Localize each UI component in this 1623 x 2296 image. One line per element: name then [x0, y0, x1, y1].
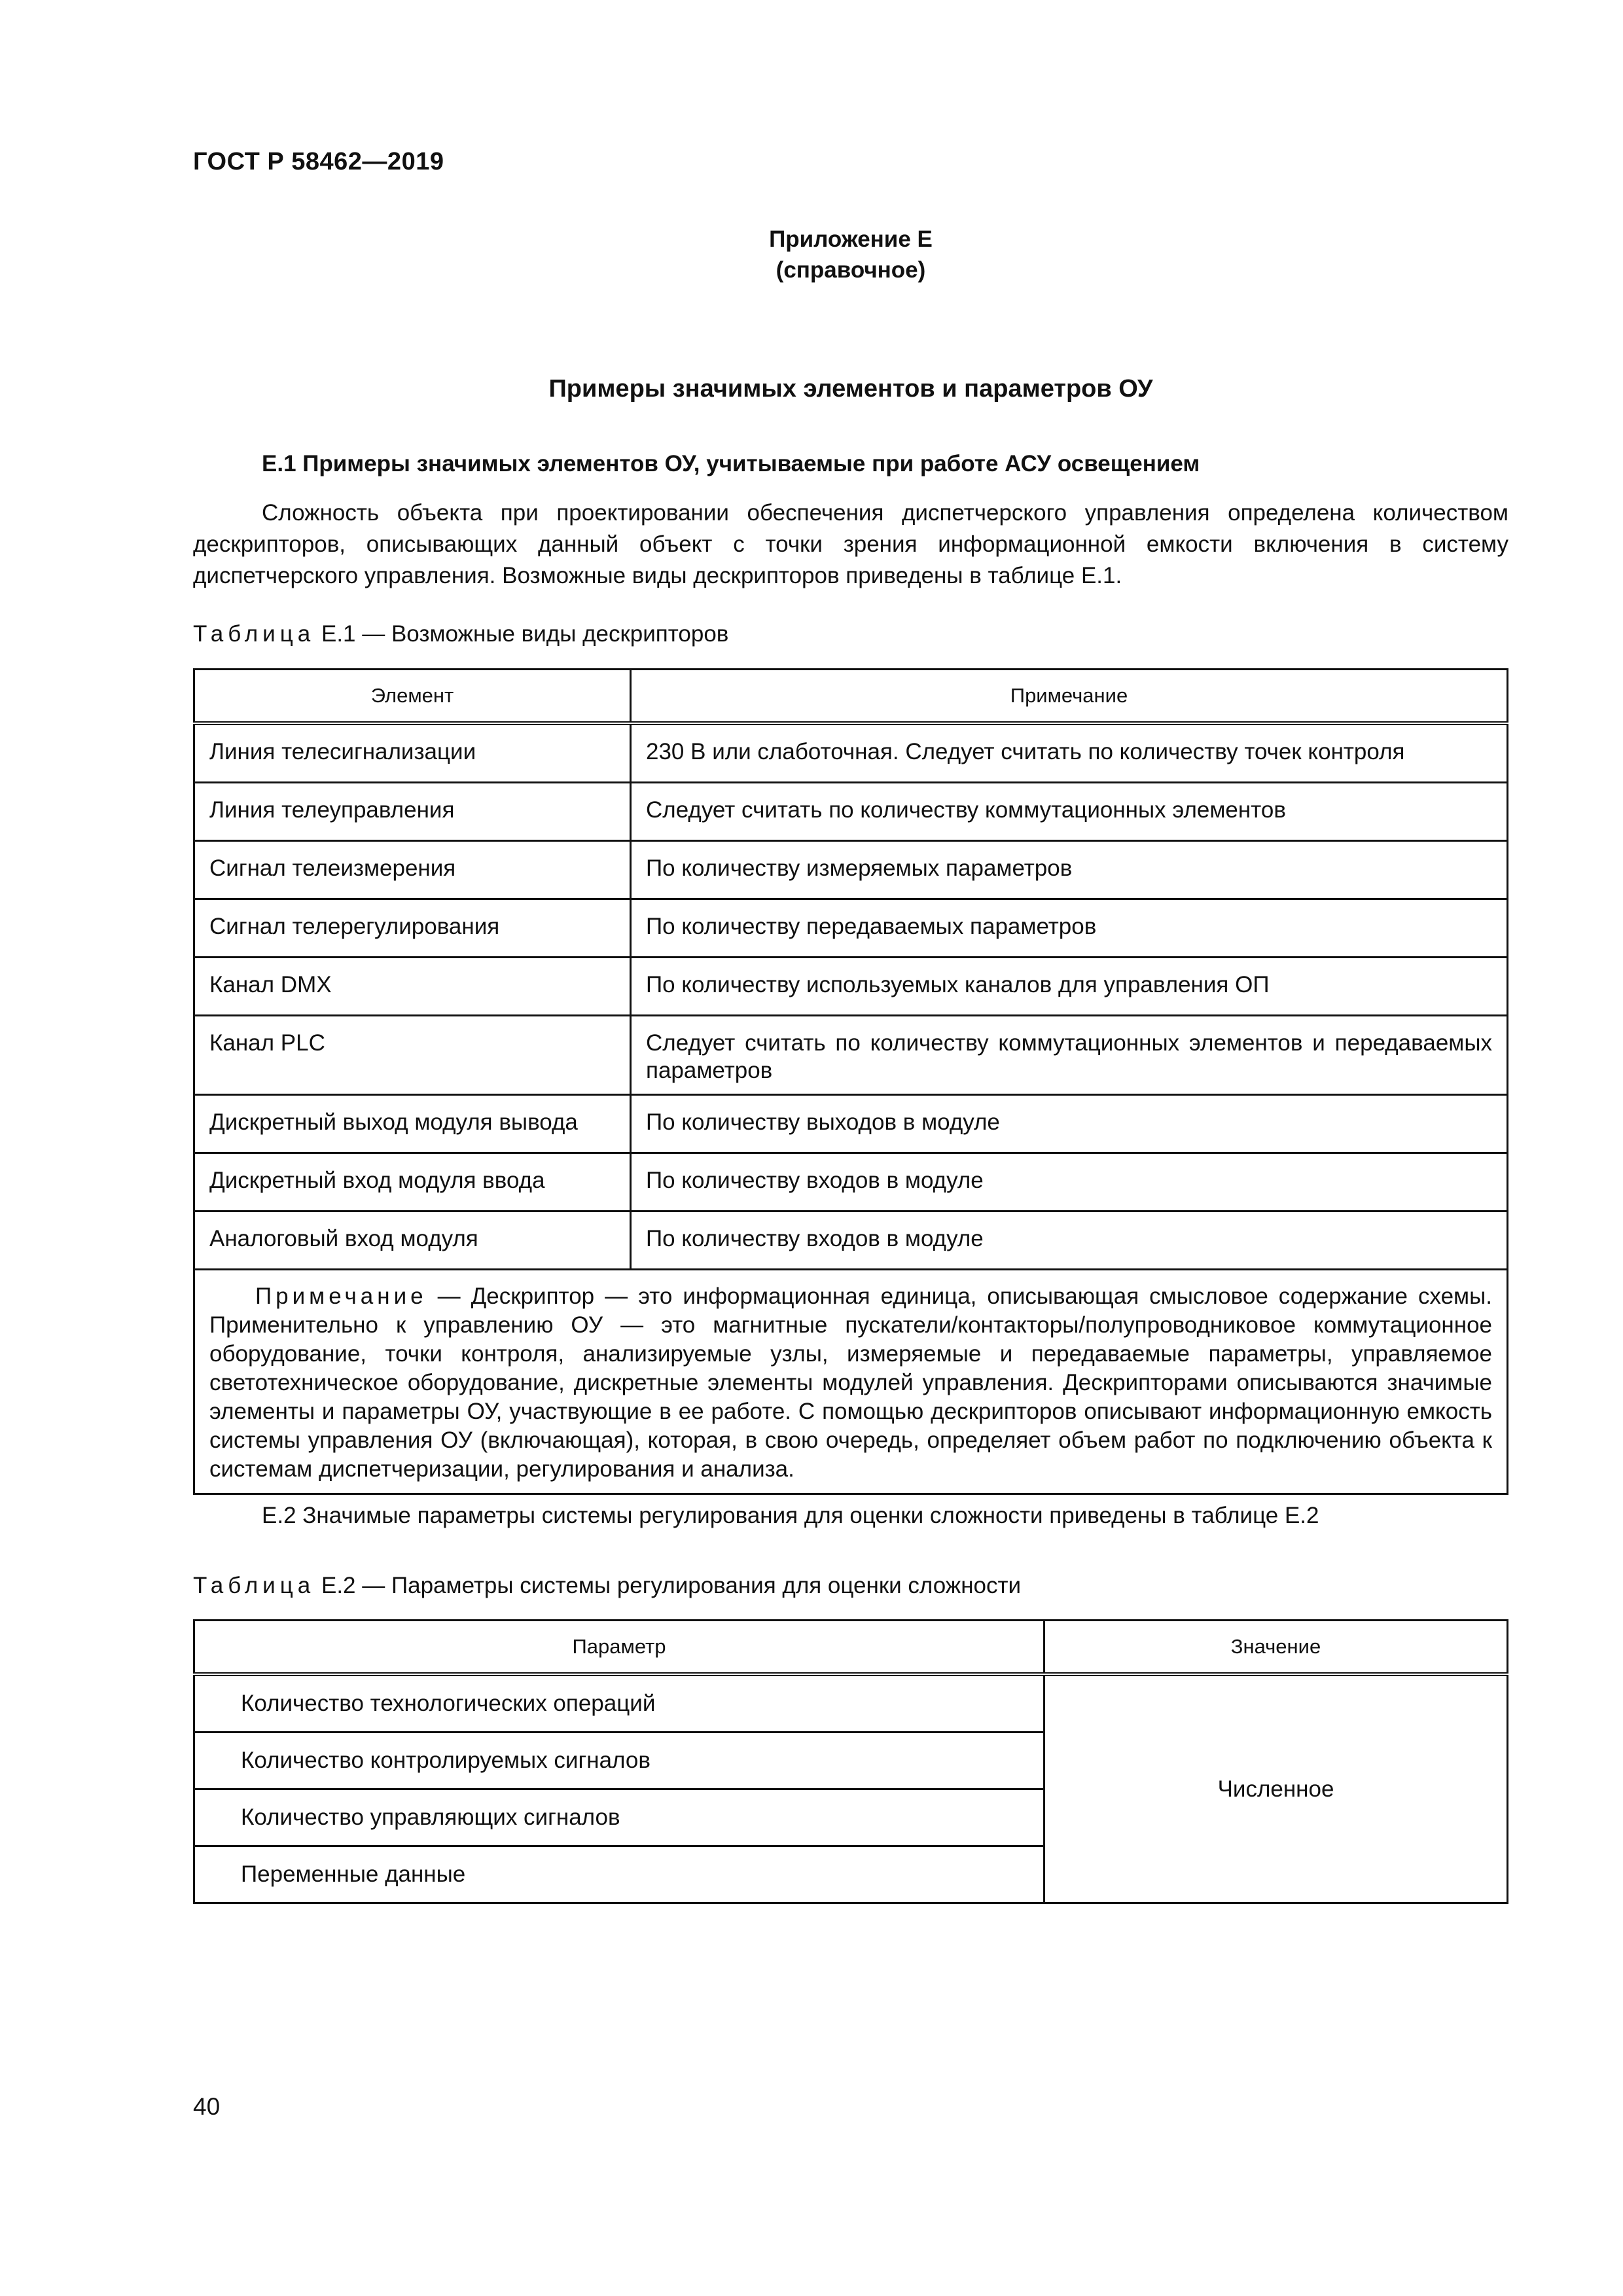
table1-cell-note: По количеству выходов в модуле [631, 1095, 1508, 1153]
table1-cell-element: Сигнал телерегулирования [194, 899, 631, 958]
table2-header-parameter: Параметр [194, 1621, 1044, 1675]
section-e2-text: Е.2 Значимые параметры системы регулирования для оценки сложности приведены в таблице Е.2 [262, 1503, 1319, 1528]
table1-header-note: Примечание [631, 670, 1508, 724]
table1-cell-note: По количеству измеряемых параметров [631, 841, 1508, 899]
table1-note-row [194, 1270, 1508, 1494]
table-row [194, 783, 1508, 841]
appendix-subtitle: (справочное) [776, 257, 926, 283]
table1-cell-note: По количеству входов в модуле [631, 1153, 1508, 1211]
table-row [194, 899, 1508, 958]
table-row [194, 958, 1508, 1016]
table1-note [194, 1270, 1508, 1494]
paragraph-text: Сложность объекта при проектировании обеспечения диспетчерского управления определена количеством дескрипторов, описывающих данный объект с точки зрения информационной емкости включения в систему диспетчерского управления. Возможные виды дескрипторов приведены в таблице Е.1. [193, 500, 1508, 588]
table1-cell-note: Следует считать по количеству коммутационных элементов [631, 783, 1508, 841]
table-row [194, 1211, 1508, 1270]
table-e1 [193, 668, 1508, 1495]
table2-header-value: Значение [1044, 1621, 1508, 1675]
table1-cell-note: Следует считать по количеству коммутационных элементов и передаваемых параметров [631, 1016, 1508, 1095]
table2-caption-text: Е.2 — Параметры системы регулирования для оценки сложности [321, 1573, 1022, 1598]
table1-cell-element: Линия телеуправления [194, 783, 631, 841]
table-row [194, 1095, 1508, 1153]
table-row [194, 723, 1508, 783]
table2-cell-parameter: Количество управляющих сигналов [194, 1789, 1044, 1846]
table1-cell-element: Линия телесигнализации [194, 723, 631, 783]
table1-caption-text: Е.1 — Возможные виды дескрипторов [321, 621, 729, 647]
table1-note-text: — Дескриптор — это информационная единица, описывающая смысловое содержание схемы. Применительно к управлению ОУ — это магнитные пускатели/контакторы/полупроводниковое коммутационное оборудование, точки контроля, анализируемые узлы, измеряемые и передаваемые параметры, управляемое светотехническое оборудование, дискретные элементы модулей управления. Дескрипторами описываются значимые элементы и параметры ОУ, участвующие в ее работе. С помощью дескрипторов описывают информационную емкость системы управления ОУ (включающая), которая, в свою очередь, определяет объем работ по подключению объекта к системам диспетчеризации, регулирования и анализа. [209, 1283, 1492, 1482]
section-e1-paragraph [193, 497, 1508, 592]
table1-cell-element: Дискретный вход модуля ввода [194, 1153, 631, 1211]
table1-note-label: Примечание [255, 1283, 427, 1309]
table-row [194, 841, 1508, 899]
table1-caption-label: Таблица [193, 621, 315, 647]
standard-header: ГОСТ Р 58462—2019 [193, 148, 444, 175]
table1-cell-element: Аналоговый вход модуля [194, 1211, 631, 1270]
table-row [194, 1016, 1508, 1095]
table-e2 [193, 1619, 1508, 1904]
table1-cell-element: Канал PLC [194, 1016, 631, 1095]
table1-caption [193, 621, 728, 647]
section-e1-heading: Е.1 Примеры значимых элементов ОУ, учитываемые при работе АСУ освещением [262, 451, 1200, 476]
table2-cell-value: Численное [1044, 1674, 1508, 1903]
table1-cell-element: Канал DMX [194, 958, 631, 1016]
table1-cell-note: По количеству входов в модуле [631, 1211, 1508, 1270]
table-row [194, 1153, 1508, 1211]
table1-cell-element: Сигнал телеизмерения [194, 841, 631, 899]
table-row [194, 1674, 1508, 1732]
page-number: 40 [193, 2093, 221, 2120]
table2-cell-parameter: Количество контролируемых сигналов [194, 1732, 1044, 1789]
appendix-title: Приложение Е [769, 226, 933, 252]
table2-caption-label: Таблица [193, 1573, 315, 1598]
table1-cell-note: По количеству используемых каналов для управления ОП [631, 958, 1508, 1016]
main-title: Примеры значимых элементов и параметров ОУ [548, 375, 1153, 403]
table1-cell-note: По количеству передаваемых параметров [631, 899, 1508, 958]
table1-cell-element: Дискретный выход модуля вывода [194, 1095, 631, 1153]
table1-header-element: Элемент [194, 670, 631, 724]
table2-cell-parameter: Переменные данные [194, 1846, 1044, 1903]
table2-caption [193, 1573, 1021, 1599]
table1-cell-note: 230 В или слаботочная. Следует считать по количеству точек контроля [631, 723, 1508, 783]
table2-cell-parameter: Количество технологических операций [194, 1674, 1044, 1732]
